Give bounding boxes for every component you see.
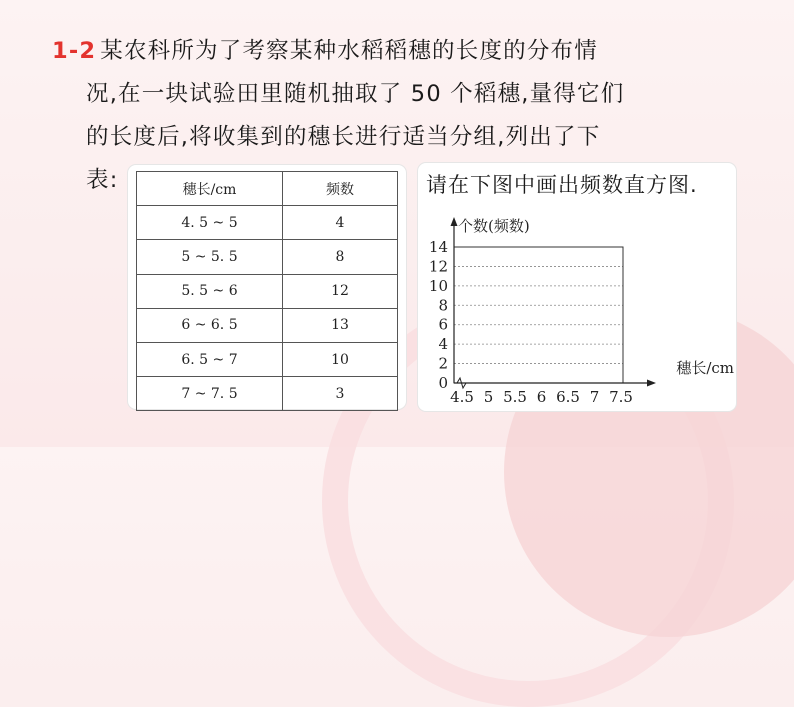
cell-range: 5. 5 ~ 6 — [137, 274, 283, 308]
cell-range: 6 ~ 6. 5 — [137, 308, 283, 342]
x-tick-label: 7 — [589, 388, 600, 406]
y-tick-label: 14 — [428, 238, 448, 256]
y-axis-arrow — [451, 217, 458, 226]
frequency-table — [136, 171, 398, 411]
cell-frequency: 3 — [283, 377, 398, 411]
y-tick-label: 2 — [438, 354, 448, 373]
header-length: 穗长/cm — [137, 172, 283, 206]
cell-frequency: 8 — [283, 240, 398, 274]
y-tick-label: 6 — [438, 315, 448, 334]
x-tick-label: 7.5 — [609, 388, 633, 406]
x-tick-label: 5 — [483, 388, 494, 406]
cell-frequency: 10 — [283, 342, 398, 376]
question-number: 1-2 — [52, 38, 97, 64]
histogram-chart — [418, 163, 736, 411]
y-tick-label: 4 — [438, 335, 448, 354]
x-tick-label: 6.5 — [556, 388, 580, 406]
cell-range: 7 ~ 7. 5 — [137, 377, 283, 411]
x-tick-labels — [450, 388, 633, 406]
x-tick-label: 6 — [536, 388, 547, 406]
frequency-table-card — [128, 165, 406, 409]
header-frequency: 频数 — [283, 172, 398, 206]
histogram-card — [418, 163, 736, 411]
table-row — [137, 342, 398, 376]
table-row — [137, 274, 398, 308]
cell-range: 4. 5 ~ 5 — [137, 206, 283, 240]
table-header-row — [137, 172, 398, 206]
chart-prompt: 请在下图中画出频数直方图. — [426, 173, 698, 197]
cell-frequency: 4 — [283, 206, 398, 240]
problem-line-1: 1-2 某农科所为了考察某种水稻稻穗的长度的分布情 — [52, 38, 598, 64]
problem-line-4: 表: — [86, 167, 119, 193]
cell-frequency: 12 — [283, 274, 398, 308]
y-tick-labels — [429, 238, 448, 392]
x-tick-label: 4.5 — [450, 388, 474, 406]
cell-frequency: 13 — [283, 308, 398, 342]
table-row — [137, 240, 398, 274]
y-tick-label: 10 — [428, 276, 448, 295]
x-tick-label: 5.5 — [503, 388, 527, 406]
table-row — [137, 308, 398, 342]
problem-line-3: 的长度后,将收集到的穗长进行适当分组,列出了下 — [86, 124, 601, 150]
y-axis-label: 个数(频数) — [458, 217, 530, 235]
grid-lines — [454, 266, 623, 363]
table-row — [137, 206, 398, 240]
x-axis-arrow — [647, 380, 656, 387]
x-axis-label: 穗长/cm — [676, 359, 734, 377]
cell-range: 5 ~ 5. 5 — [137, 240, 283, 274]
y-tick-label: 8 — [438, 296, 448, 315]
problem-line-2: 况,在一块试验田里随机抽取了 50 个稻穗,量得它们 — [86, 81, 625, 107]
cell-range: 6. 5 ~ 7 — [137, 342, 283, 376]
plot-frame — [454, 247, 623, 383]
y-tick-label: 0 — [438, 374, 448, 392]
y-tick-label: 12 — [428, 257, 448, 276]
table-row — [137, 377, 398, 411]
